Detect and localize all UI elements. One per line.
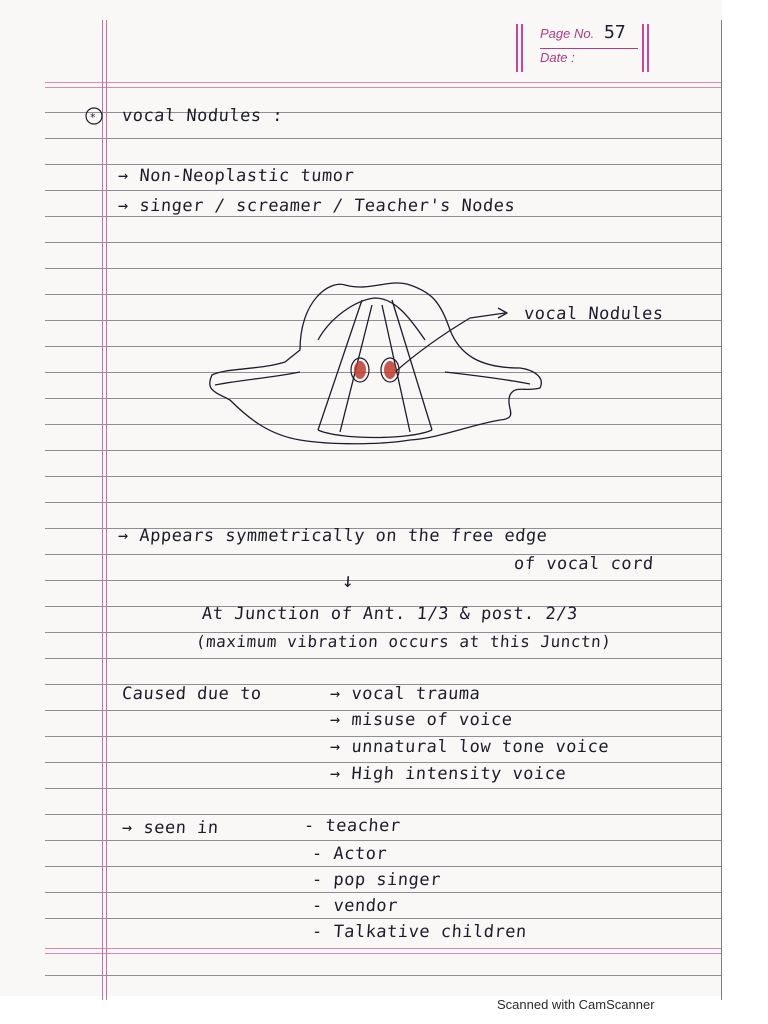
larynx-wing-left [215,372,300,385]
cause-item: → vocal trauma [329,684,481,704]
seen-in-label: → seen in [121,818,220,838]
larynx-inner [318,298,425,340]
seen-in-item: - vendor [311,896,399,916]
intro-line-1: → Non-Neoplastic tumor [117,166,355,186]
seen-in-item: - teacher [303,816,402,836]
cord-base [318,430,432,438]
cause-item: → misuse of voice [329,710,514,730]
seen-in-item: - Actor [311,844,388,864]
location-line-1: → Appears symmetrically on the free edge [117,526,549,546]
intro-line-2: → singer / screamer / Teacher's Nodes [117,196,516,216]
page-no-value: 57 [604,22,626,43]
location-line-3: At Junction of Ant. 1/3 & post. 2/3 [201,604,579,624]
scanner-watermark: Scanned with CamScanner [497,997,655,1012]
cause-item: → High intensity voice [329,764,567,784]
larynx-outline [210,283,542,444]
location-line-2: of vocal cord [513,554,655,574]
cause-item: → unnatural low tone voice [329,737,610,757]
nodule-right-fill [384,361,396,379]
seen-in-item: - Talkative children [311,922,528,942]
diagram-label: vocal Nodules [523,304,665,324]
page-no-label: Page No. [540,26,595,41]
nodule-left-fill [354,361,366,379]
down-arrow-icon: ↓ [341,568,356,592]
location-line-4: (maximum vibration occurs at this Junctn) [195,632,613,651]
causes-label: Caused due to [121,684,263,704]
svg-text:*: * [90,111,96,124]
larynx-wing-right [445,372,530,384]
seen-in-item: - pop singer [311,870,442,890]
page-title: vocal Nodules : [121,106,284,126]
date-label: Date : [540,50,575,65]
